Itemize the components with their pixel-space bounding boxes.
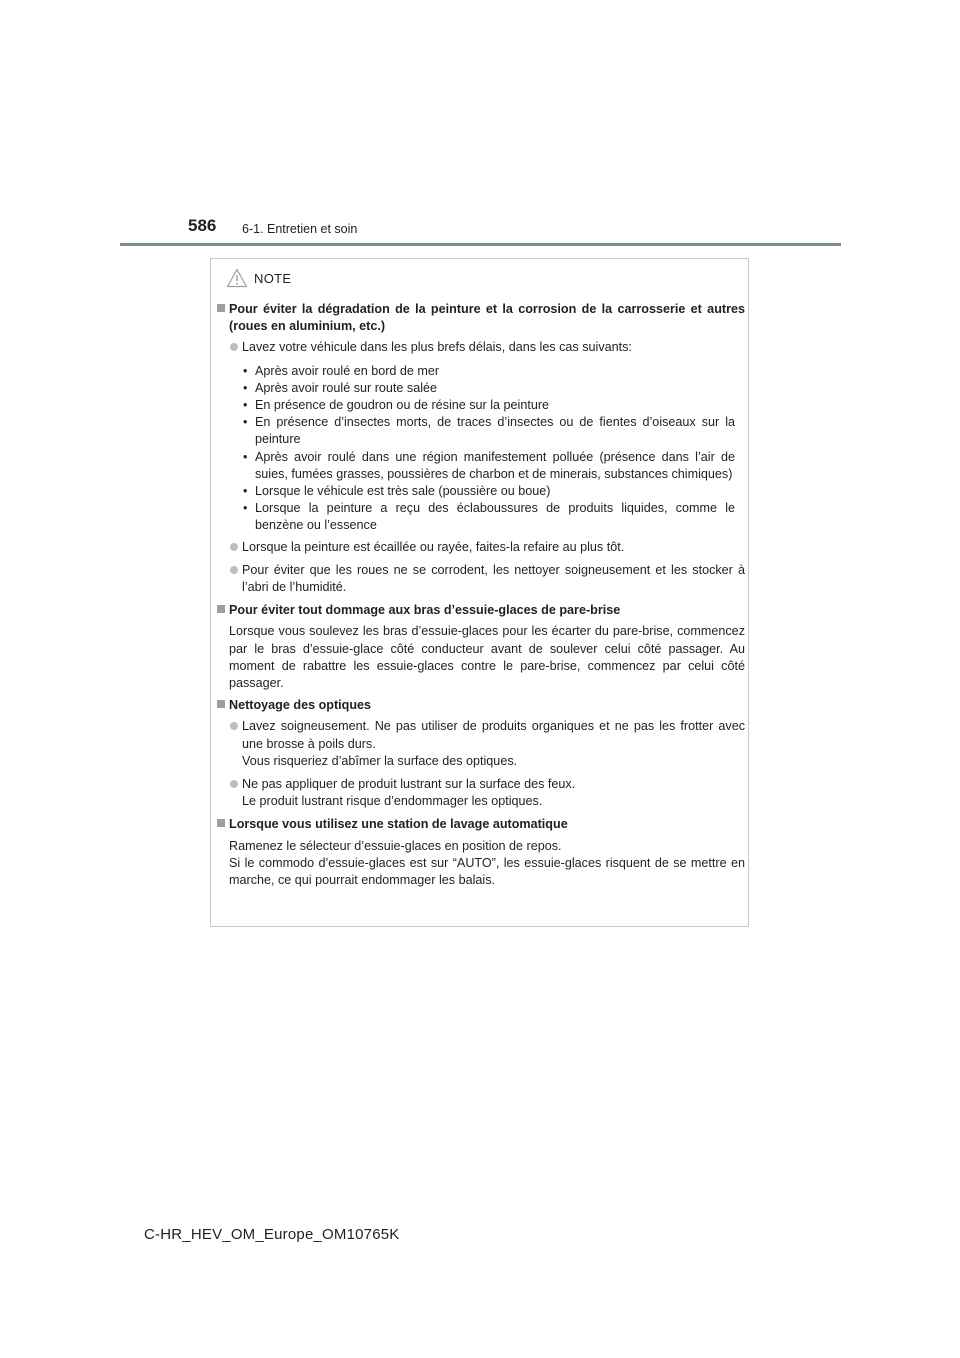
note-body (217, 301, 745, 894)
header-divider (120, 243, 841, 246)
condition-list (217, 363, 745, 535)
list-item: • Après avoir roulé dans une région manifestement polluée (présence dans l’air de suies, fumées grasses, poussières de charbon et de minerais, substances chimiques) (243, 449, 735, 481)
square-bullet-icon (217, 605, 225, 613)
section-heading-wipers: Pour éviter tout dommage aux bras d’essuie-glaces de pare-brise (217, 602, 745, 619)
list-item: Lavez soigneusement. Ne pas utiliser de produits organiques et ne pas les frotter avec une brosse à poils durs. Vous risqueriez d’abîmer la surface des optiques. (217, 718, 745, 770)
list-item: Pour éviter que les roues ne se corrodent, les nettoyer soigneusement et les stocker à l’abri de l’humidité. (217, 562, 745, 596)
section-title: 6-1. Entretien et soin (242, 222, 358, 236)
list-item: • En présence d’insectes morts, de traces d’insectes ou de fientes d’oiseaux sur la peinture (243, 415, 735, 447)
circle-bullet-icon (230, 780, 238, 788)
section-heading-car-wash: Lorsque vous utilisez une station de lavage automatique (217, 816, 745, 833)
paragraph: Lorsque vous soulevez les bras d’essuie-glaces pour les écarter du pare-brise, commencez par le bras d’essuie-glace côté conducteur avant de soulever celui côté passager. Au moment de rabattre les essuie-glaces contre le pare-brise, commencez par celui côté passager. (229, 624, 745, 691)
list-item: • Lorsque le véhicule est très sale (poussière ou boue) (243, 484, 551, 499)
note-header (226, 265, 291, 291)
square-bullet-icon (217, 819, 225, 827)
document-footer: C-HR_HEV_OM_Europe_OM10765K (144, 1226, 400, 1243)
list-item: • Après avoir roulé en bord de mer (243, 363, 440, 378)
paragraph: Ramenez le sélecteur d’essuie-glaces en position de repos. Si le commodo d’essuie-glaces est sur “AUTO”, les essuie-glaces risquent de se mettre en marche, ce qui pourrait endommager les balais. (229, 838, 745, 888)
note-label: NOTE (254, 270, 292, 286)
list-item: Lavez votre véhicule dans les plus brefs délais, dans les cas suivants: (217, 339, 745, 356)
circle-bullet-icon (230, 543, 238, 551)
square-bullet-icon (217, 700, 225, 708)
square-bullet-icon (217, 304, 225, 312)
list-item: • En présence de goudron ou de résine sur la peinture (243, 398, 550, 413)
list-item: Ne pas appliquer de produit lustrant sur la surface des feux. Le produit lustrant risque d’endommager les optiques. (217, 776, 745, 810)
list-item: • Lorsque la peinture a reçu des éclaboussures de produits liquides, comme le benzène ou l’essence (243, 501, 735, 533)
list-item: Lorsque la peinture est écaillée ou rayée, faites-la refaire au plus tôt. (217, 539, 745, 556)
note-box (210, 258, 749, 927)
section-heading-optics: Nettoyage des optiques (217, 697, 745, 714)
warning-triangle-icon (226, 268, 248, 288)
circle-bullet-icon (230, 722, 238, 730)
page-number: 586 (188, 216, 217, 235)
section-heading-paint: Pour éviter la dégradation de la peinture et la corrosion de la carrosserie et autres (roues en aluminium, etc.) (217, 301, 745, 335)
circle-bullet-icon (230, 566, 238, 574)
list-item: • Après avoir roulé sur route salée (243, 380, 438, 395)
circle-bullet-icon (230, 343, 238, 351)
